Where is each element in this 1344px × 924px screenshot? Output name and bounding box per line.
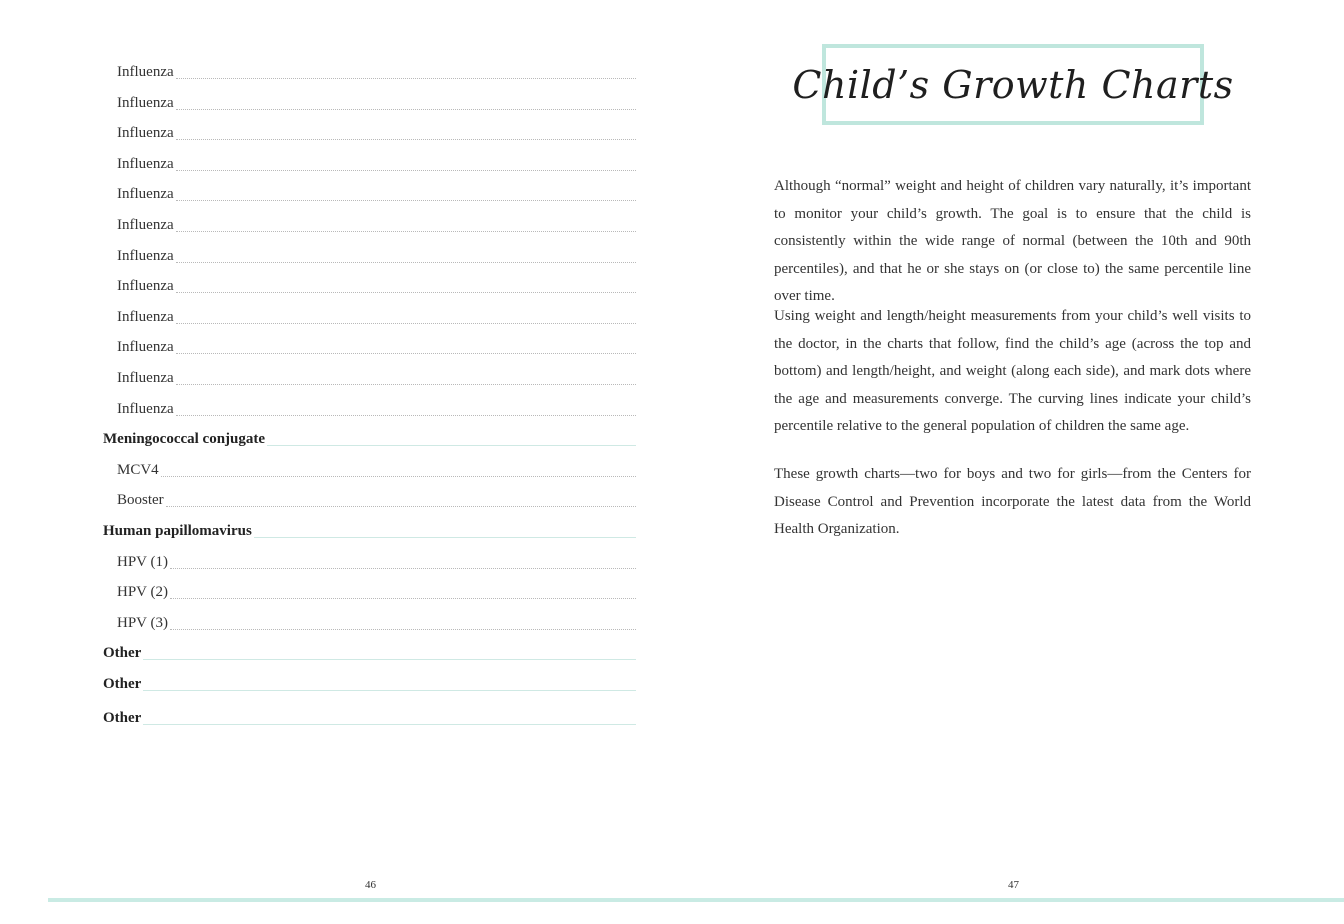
write-in-line (170, 598, 636, 599)
record-entry-label: Influenza (103, 370, 176, 386)
record-entry-row (103, 180, 636, 202)
write-in-line (176, 139, 636, 140)
intro-paragraph: Although “normal” weight and height of children vary naturally, it’s important to monitor your child’s growth. The goal is to ensure that the child is consistently within the wide range of normal (between the 10th and 90th percentiles), and that he or she stays on (or close to) the same percentile line over time. (774, 178, 1251, 304)
write-in-line (176, 231, 636, 232)
record-entry-row (103, 364, 636, 386)
write-in-line (143, 690, 636, 691)
write-in-line (176, 292, 636, 293)
write-in-line (176, 200, 636, 201)
section-heading-label: Other (103, 645, 142, 662)
record-entry-row (103, 211, 636, 233)
section-heading-row (103, 704, 636, 726)
bottom-rule (48, 898, 1344, 902)
record-entry-row (103, 395, 636, 417)
record-entry-label: Influenza (103, 217, 176, 233)
source-paragraph: These growth charts—two for boys and two for girls—from the Centers for Disease Control and Prevention incorporate the latest data from the World Health Organization. (774, 466, 1251, 537)
record-entry-row (103, 303, 636, 325)
section-heading-row (103, 670, 636, 692)
write-in-line (176, 353, 636, 354)
write-in-line (170, 568, 636, 569)
section-heading-row (103, 517, 636, 539)
section-heading-row (103, 425, 636, 447)
write-in-line (176, 415, 636, 416)
instructions-paragraph: Using weight and length/height measurements from your child’s well visits to the doctor, in the charts that follow, find the child’s age (across the top and bottom) and length/height, and weight (along each side), and mark dots where the age and measurements converge. The curving lines indicate your child’s percentile relative to the general population of children the same age. (774, 308, 1251, 434)
record-entry-row (103, 548, 636, 570)
section-heading-label: Meningococcal conjugate (103, 431, 266, 448)
section-heading-label: Other (103, 676, 142, 692)
record-entry-label: Influenza (103, 248, 176, 264)
record-entry-label: Influenza (103, 339, 176, 355)
record-entry-label: Influenza (103, 156, 176, 172)
record-entry-label: MCV4 (103, 462, 161, 478)
write-in-line (176, 262, 636, 263)
record-entry-label: Influenza (103, 95, 176, 111)
record-entry-label: HPV (3) (103, 615, 170, 631)
record-entry-label: HPV (1) (103, 554, 170, 570)
write-in-line (176, 78, 636, 79)
write-in-line (176, 323, 636, 324)
write-in-line (254, 537, 636, 538)
record-entry-label: HPV (2) (103, 584, 170, 600)
section-heading-row (103, 639, 636, 661)
record-entry-row (103, 578, 636, 600)
write-in-line (267, 445, 636, 446)
page-number-right: 47 (1008, 879, 1019, 891)
page-number-left: 46 (365, 879, 376, 891)
write-in-line (170, 629, 636, 630)
record-entry-row (103, 272, 636, 294)
record-entry-row (103, 150, 636, 172)
write-in-line (143, 659, 636, 660)
record-entry-row (103, 242, 636, 264)
record-entry-label: Influenza (103, 278, 176, 294)
write-in-line (176, 384, 636, 385)
write-in-line (166, 506, 636, 507)
record-entry-label: Influenza (103, 64, 176, 80)
record-entry-label: Booster (103, 492, 166, 508)
record-entry-row (103, 486, 636, 508)
record-entry-label: Influenza (103, 309, 176, 325)
record-entry-row (103, 89, 636, 111)
record-entry-row (103, 609, 636, 631)
record-entry-row (103, 58, 636, 80)
write-in-line (161, 476, 636, 477)
page-title: Child’s Growth Charts (792, 62, 1234, 107)
write-in-line (176, 109, 636, 110)
title-box (792, 44, 1234, 125)
record-entry-label: Influenza (103, 401, 176, 417)
write-in-line (143, 724, 636, 725)
record-entry-row (103, 333, 636, 355)
record-entry-row (103, 119, 636, 141)
section-heading-label: Other (103, 709, 142, 726)
write-in-line (176, 170, 636, 171)
record-entry-label: Influenza (103, 186, 176, 202)
section-heading-label: Human papillomavirus (103, 523, 252, 539)
record-entry-label: Influenza (103, 125, 176, 141)
record-entry-row (103, 456, 636, 478)
right-page (672, 0, 1344, 924)
